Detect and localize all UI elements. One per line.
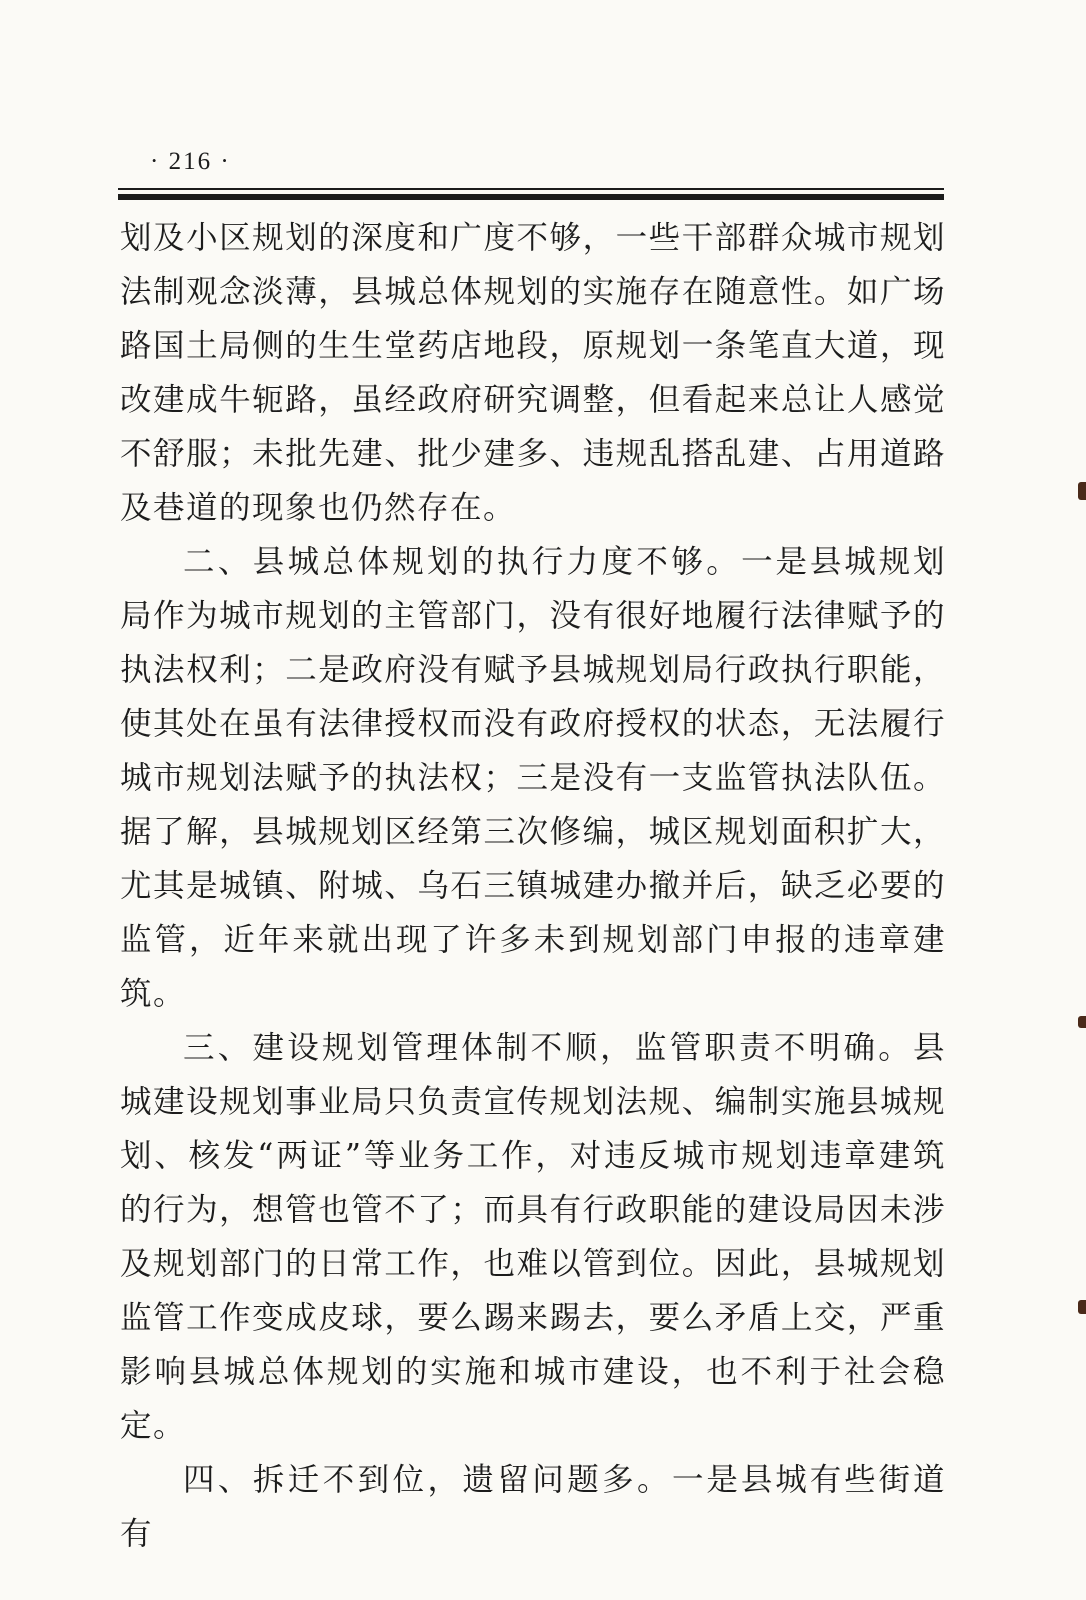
paragraph-4-heading: 四、拆迁不到位，遗留问题多。: [183, 1462, 672, 1498]
page-header: [118, 146, 944, 200]
binding-edge-mark: [1078, 1016, 1086, 1028]
binding-edge-mark: [1078, 1300, 1086, 1314]
paragraph-2-heading: 二、县城总体规划的执行力度不够。: [183, 544, 742, 580]
paragraph-3-heading: 三、建设规划管理体制不顺，监管职责不明确。: [183, 1030, 913, 1066]
paragraph-1: [120, 211, 946, 535]
paragraph-3-text: 县城建设规划事业局只负责宣传规划法规、编制实施县城规划、核发“两证”等业务工作，对违反城市规划违章建筑的行为，想管也管不了；而具有行政职能的建设局因未涉及规划部门的日常工作，也难以管到位。因此，县城规划监管工作变成皮球，要么踢来踢去，要么矛盾上交，严重影响县城总体规划的实施和城市建设，也不利于社会稳定。: [120, 1030, 946, 1444]
header-rule: [118, 188, 944, 200]
page-number: · 216 ·: [150, 148, 231, 175]
paragraph-4-text: 一是县城有些街道有: [120, 1462, 946, 1552]
paragraph-1-text: 划及小区规划的深度和广度不够，一些干部群众城市规划法制观念淡薄，县城总体规划的实施存在随意性。如广场路国土局侧的生生堂药店地段，原规划一条笔直大道，现改建成牛轭路，虽经政府研究调整，但看起来总让人感觉不舒服；未批先建、批少建多、违规乱搭乱建、占用道路及巷道的现象也仍然存在。: [120, 220, 946, 526]
paragraph-4: [120, 1453, 946, 1561]
paragraph-3: [120, 1021, 946, 1453]
binding-edge-mark: [1078, 482, 1086, 500]
body-text: [120, 211, 946, 1561]
paragraph-2-text: 一是县城规划局作为城市规划的主管部门，没有很好地履行法律赋予的执法权利；二是政府没有赋予县城规划局行政执行职能，使其处在虽有法律授权而没有政府授权的状态，无法履行城市规划法赋予的执法权；三是没有一支监管执法队伍。据了解，县城规划区经第三次修编，城区规划面积扩大，尤其是城镇、附城、乌石三镇城建办撤并后，缺乏必要的监管，近年来就出现了许多未到规划部门申报的违章建筑。: [120, 544, 946, 1012]
paragraph-2: [120, 535, 946, 1021]
